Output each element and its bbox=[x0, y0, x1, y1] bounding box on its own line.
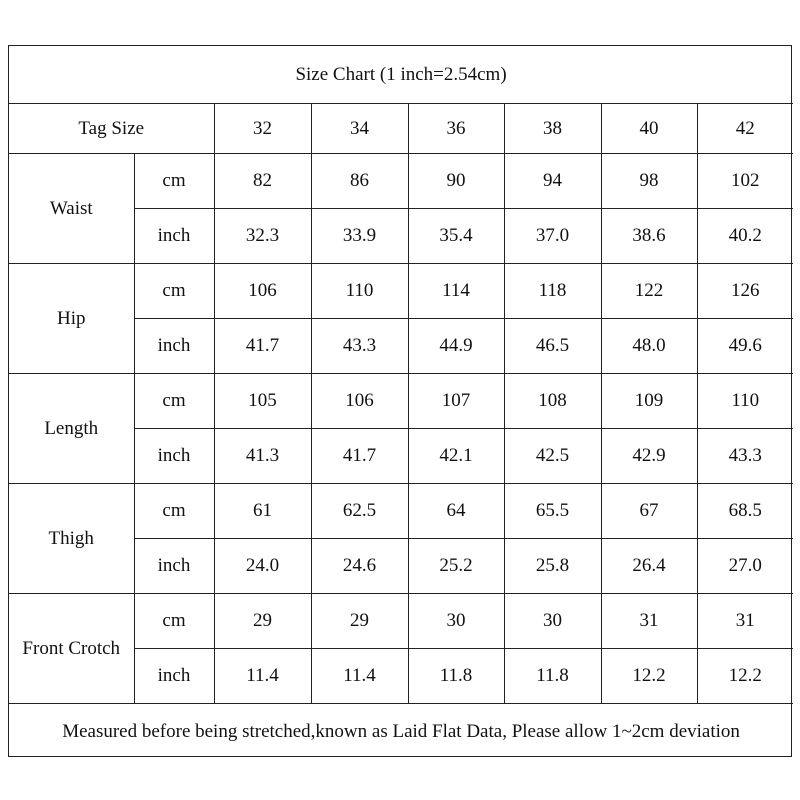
table-row bbox=[9, 484, 793, 539]
size-chart bbox=[8, 45, 792, 757]
value-cell: 122 bbox=[601, 264, 697, 319]
value-cell: 109 bbox=[601, 374, 697, 429]
size-header: 42 bbox=[697, 104, 793, 154]
size-chart-body bbox=[9, 46, 793, 760]
value-cell: 110 bbox=[697, 374, 793, 429]
value-cell: 38.6 bbox=[601, 209, 697, 264]
value-cell: 35.4 bbox=[408, 209, 504, 264]
measure-label: Front Crotch bbox=[9, 594, 134, 704]
value-cell: 26.4 bbox=[601, 539, 697, 594]
footer-row bbox=[9, 704, 793, 761]
value-cell: 33.9 bbox=[311, 209, 408, 264]
tag-size-label: Tag Size bbox=[9, 104, 214, 154]
value-cell: 11.4 bbox=[311, 649, 408, 704]
unit-label: inch bbox=[134, 539, 214, 594]
value-cell: 67 bbox=[601, 484, 697, 539]
value-cell: 46.5 bbox=[504, 319, 601, 374]
value-cell: 30 bbox=[408, 594, 504, 649]
value-cell: 41.7 bbox=[311, 429, 408, 484]
title-row bbox=[9, 46, 793, 104]
size-header: 40 bbox=[601, 104, 697, 154]
value-cell: 44.9 bbox=[408, 319, 504, 374]
unit-label: inch bbox=[134, 429, 214, 484]
unit-label: cm bbox=[134, 154, 214, 209]
value-cell: 102 bbox=[697, 154, 793, 209]
size-header: 32 bbox=[214, 104, 311, 154]
footer-note: Measured before being stretched,known as Laid Flat Data, Please allow 1~2cm deviation bbox=[9, 704, 793, 761]
value-cell: 105 bbox=[214, 374, 311, 429]
measure-label: Waist bbox=[9, 154, 134, 264]
unit-label: cm bbox=[134, 594, 214, 649]
unit-label: inch bbox=[134, 209, 214, 264]
measure-label: Hip bbox=[9, 264, 134, 374]
value-cell: 37.0 bbox=[504, 209, 601, 264]
value-cell: 65.5 bbox=[504, 484, 601, 539]
value-cell: 43.3 bbox=[697, 429, 793, 484]
value-cell: 106 bbox=[214, 264, 311, 319]
value-cell: 118 bbox=[504, 264, 601, 319]
value-cell: 12.2 bbox=[601, 649, 697, 704]
value-cell: 94 bbox=[504, 154, 601, 209]
value-cell: 62.5 bbox=[311, 484, 408, 539]
value-cell: 64 bbox=[408, 484, 504, 539]
value-cell: 31 bbox=[697, 594, 793, 649]
unit-label: cm bbox=[134, 264, 214, 319]
unit-label: cm bbox=[134, 374, 214, 429]
chart-title: Size Chart (1 inch=2.54cm) bbox=[9, 46, 793, 104]
value-cell: 24.6 bbox=[311, 539, 408, 594]
value-cell: 106 bbox=[311, 374, 408, 429]
value-cell: 68.5 bbox=[697, 484, 793, 539]
value-cell: 90 bbox=[408, 154, 504, 209]
table-row bbox=[9, 374, 793, 429]
value-cell: 12.2 bbox=[697, 649, 793, 704]
value-cell: 11.8 bbox=[408, 649, 504, 704]
value-cell: 49.6 bbox=[697, 319, 793, 374]
value-cell: 29 bbox=[214, 594, 311, 649]
value-cell: 82 bbox=[214, 154, 311, 209]
unit-label: cm bbox=[134, 484, 214, 539]
value-cell: 30 bbox=[504, 594, 601, 649]
value-cell: 61 bbox=[214, 484, 311, 539]
measure-label: Length bbox=[9, 374, 134, 484]
value-cell: 24.0 bbox=[214, 539, 311, 594]
value-cell: 86 bbox=[311, 154, 408, 209]
header-row bbox=[9, 104, 793, 154]
table-row bbox=[9, 594, 793, 649]
value-cell: 31 bbox=[601, 594, 697, 649]
value-cell: 108 bbox=[504, 374, 601, 429]
value-cell: 43.3 bbox=[311, 319, 408, 374]
value-cell: 42.9 bbox=[601, 429, 697, 484]
value-cell: 126 bbox=[697, 264, 793, 319]
value-cell: 11.4 bbox=[214, 649, 311, 704]
size-header: 36 bbox=[408, 104, 504, 154]
value-cell: 29 bbox=[311, 594, 408, 649]
value-cell: 41.3 bbox=[214, 429, 311, 484]
size-header: 38 bbox=[504, 104, 601, 154]
table-row bbox=[9, 264, 793, 319]
value-cell: 42.1 bbox=[408, 429, 504, 484]
unit-label: inch bbox=[134, 649, 214, 704]
value-cell: 110 bbox=[311, 264, 408, 319]
table-row bbox=[9, 154, 793, 209]
value-cell: 48.0 bbox=[601, 319, 697, 374]
value-cell: 25.8 bbox=[504, 539, 601, 594]
value-cell: 42.5 bbox=[504, 429, 601, 484]
value-cell: 40.2 bbox=[697, 209, 793, 264]
unit-label: inch bbox=[134, 319, 214, 374]
value-cell: 27.0 bbox=[697, 539, 793, 594]
value-cell: 98 bbox=[601, 154, 697, 209]
value-cell: 11.8 bbox=[504, 649, 601, 704]
value-cell: 25.2 bbox=[408, 539, 504, 594]
value-cell: 41.7 bbox=[214, 319, 311, 374]
value-cell: 107 bbox=[408, 374, 504, 429]
value-cell: 32.3 bbox=[214, 209, 311, 264]
measure-label: Thigh bbox=[9, 484, 134, 594]
size-header: 34 bbox=[311, 104, 408, 154]
size-chart-table bbox=[9, 46, 793, 760]
value-cell: 114 bbox=[408, 264, 504, 319]
